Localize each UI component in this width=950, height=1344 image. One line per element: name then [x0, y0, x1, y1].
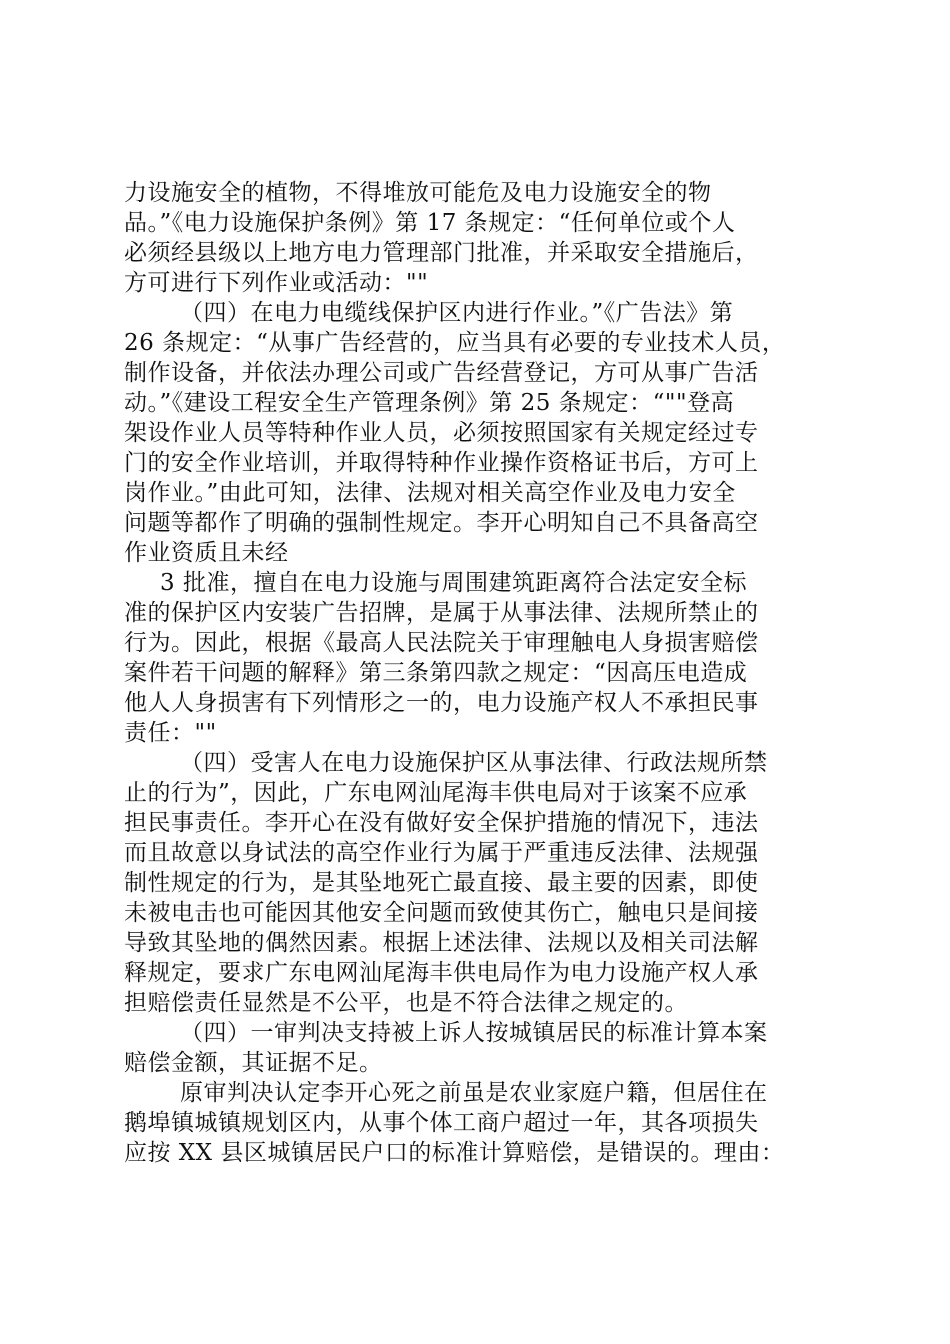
text-line: 担赔偿责任显然是不公平，也是不符合法律之规定的。	[124, 990, 688, 1016]
text-line: 鹅埠镇城镇规划区内，从事个体工商户超过一年，其各项损失	[124, 1110, 759, 1136]
text-line: 应按 XX 县区城镇居民户口的标准计算赔偿，是错误的。理由：	[124, 1140, 785, 1166]
text-line: （四）一审判决支持被上诉人按城镇居民的标准计算本案	[180, 1020, 768, 1046]
text-line: 止的行为”，因此，广东电网汕尾海丰供电局对于该案不应承	[124, 780, 748, 806]
text-line: 品。”《电力设施保护条例》第 17 条规定：“任何单位或个人	[124, 210, 736, 236]
text-line: 准的保护区内安装广告招牌，是属于从事法律、法规所禁止的	[124, 600, 759, 626]
text-line: 原审判决认定李开心死之前虽是农业家庭户籍，但居住在	[180, 1080, 768, 1106]
text-line: 门的安全作业培训，并取得特种作业操作资格证书后，方可上	[124, 450, 759, 476]
text-line: 方可进行下列作业或活动：""	[124, 270, 429, 296]
text-line: （四）受害人在电力设施保护区从事法律、行政法规所禁	[180, 750, 768, 776]
text-line: 案件若干问题的解释》第三条第四款之规定：“因高压电造成	[124, 660, 748, 686]
text-line: 而且故意以身试法的高空作业行为属于严重违反法律、法规强	[124, 840, 759, 866]
text-line: 制性规定的行为，是其坠地死亡最直接、最主要的因素，即使	[124, 870, 759, 896]
text-line: 释规定，要求广东电网汕尾海丰供电局作为电力设施产权人承	[124, 960, 759, 986]
text-line: 他人人身损害有下列情形之一的，电力设施产权人不承担民事	[124, 690, 759, 716]
text-line: 必须经县级以上地方电力管理部门批准，并采取安全措施后，	[124, 240, 759, 266]
text-line: 架设作业人员等特种作业人员，必须按照国家有关规定经过专	[124, 420, 759, 446]
text-line: 导致其坠地的偶然因素。根据上述法律、法规以及相关司法解	[124, 930, 759, 956]
text-line: 担民事责任。李开心在没有做好安全保护措施的情况下，违法	[124, 810, 759, 836]
text-line: 3 批准，擅自在电力设施与周围建筑距离符合法定安全标	[160, 570, 747, 596]
text-line: 责任：""	[124, 720, 217, 746]
text-line: 未被电击也可能因其他安全问题而致使其伤亡，触电只是间接	[124, 900, 759, 926]
text-line: 26 条规定：“从事广告经营的，应当具有必要的专业技术人员，	[124, 330, 786, 356]
text-line: 行为。因此，根据《最高人民法院关于审理触电人身损害赔偿	[124, 630, 759, 656]
text-line: 问题等都作了明确的强制性规定。李开心明知自己不具备高空	[124, 510, 759, 536]
text-line: 岗作业。”由此可知，法律、法规对相关高空作业及电力安全	[124, 480, 736, 506]
text-line: 制作设备，并依法办理公司或广告经营登记，方可从事广告活	[124, 360, 759, 386]
text-line: （四）在电力电缆线保护区内进行作业。”《广告法》第	[180, 300, 734, 326]
text-line: 力设施安全的植物，不得堆放可能危及电力设施安全的物	[124, 180, 712, 206]
text-line: 赔偿金额，其证据不足。	[124, 1050, 383, 1076]
text-line: 作业资质且未经	[124, 540, 289, 566]
text-line: 动。”《建设工程安全生产管理条例》第 25 条规定：“""登高	[124, 390, 735, 416]
